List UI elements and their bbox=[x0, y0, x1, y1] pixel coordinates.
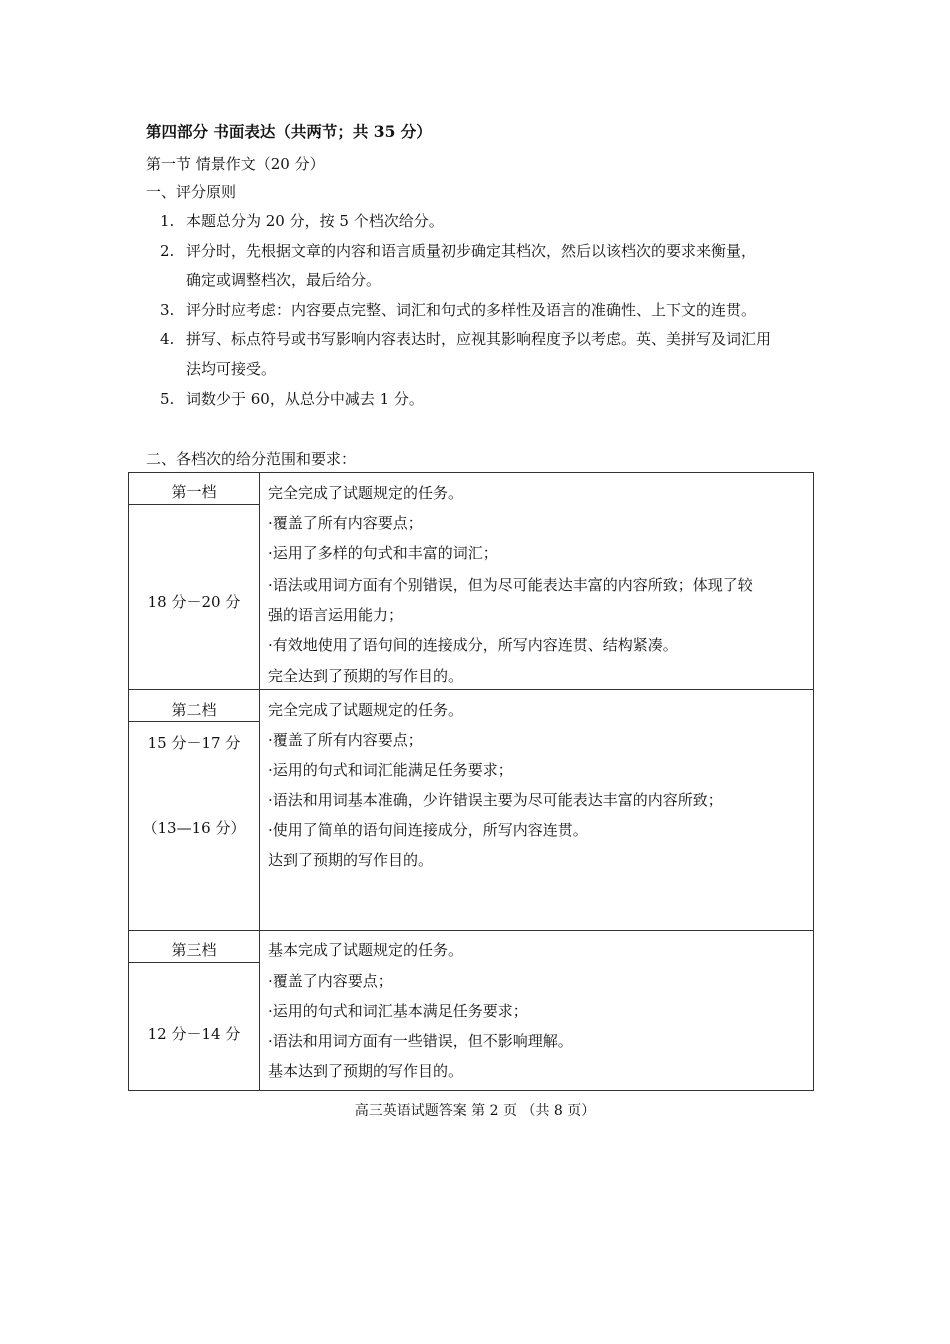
row-divider bbox=[129, 689, 813, 690]
section-title: 第一节 情景作文（20 分） bbox=[146, 155, 325, 173]
grade-desc-line: 基本达到了预期的写作目的。 bbox=[268, 1062, 464, 1080]
rule-item: 1. 本题总分为 20 分，按 5 个档次给分。 bbox=[160, 212, 444, 230]
grade-desc-line: ·运用了多样的句式和丰富的词汇； bbox=[268, 544, 498, 562]
grade-desc-line: ·有效地使用了语句间的连接成分，所写内容连贯、结构紧凑。 bbox=[268, 636, 678, 654]
grade-desc-line: ·语法或用词方面有个别错误，但为尽可能表达丰富的内容所致；体现了较 bbox=[268, 576, 753, 594]
grade-desc-line: ·运用的句式和词汇基本满足任务要求； bbox=[268, 1002, 528, 1020]
grade-name: 第三档 bbox=[171, 941, 217, 959]
principles-title: 一、评分原则 bbox=[146, 183, 237, 201]
part-title: 第四部分 书面表达（共两节；共 35 分） bbox=[146, 122, 432, 141]
column-divider bbox=[259, 473, 260, 1090]
grade-name: 第二档 bbox=[171, 701, 217, 719]
grade-desc-line: 完全完成了试题规定的任务。 bbox=[268, 484, 464, 502]
grade-score: 18 分－20 分 bbox=[147, 593, 241, 611]
grade-desc-line: 基本完成了试题规定的任务。 bbox=[268, 941, 464, 959]
grade-table bbox=[128, 472, 814, 1091]
grade-name: 第一档 bbox=[171, 483, 217, 501]
ranges-title: 二、各档次的给分范围和要求： bbox=[146, 450, 357, 468]
row-divider bbox=[129, 504, 259, 505]
grade-desc-line: ·语法和用词基本准确，少许错误主要为尽可能表达丰富的内容所致； bbox=[268, 791, 723, 809]
grade-score-alt: （13—16 分） bbox=[142, 819, 246, 837]
grade-desc-line: ·运用的句式和词汇能满足任务要求； bbox=[268, 761, 513, 779]
grade-desc-line: 强的语言运用能力； bbox=[268, 606, 404, 624]
grade-desc-line: ·覆盖了所有内容要点； bbox=[268, 731, 423, 749]
rule-continuation: 法均可接受。 bbox=[186, 360, 277, 378]
rule-item: 4. 拼写、标点符号或书写影响内容表达时，应视其影响程度予以考虑。英、美拼写及词汇用 bbox=[160, 330, 772, 348]
grade-desc-line: ·覆盖了所有内容要点； bbox=[268, 514, 423, 532]
grade-score: 15 分－17 分 bbox=[147, 734, 241, 752]
grade-desc-line: 完全达到了预期的写作目的。 bbox=[268, 667, 464, 685]
grade-desc-line: ·使用了简单的语句间连接成分，所写内容连贯。 bbox=[268, 821, 588, 839]
grade-desc-line: ·覆盖了内容要点； bbox=[268, 972, 393, 990]
row-divider bbox=[129, 721, 259, 722]
rule-item: 2. 评分时，先根据文章的内容和语言质量初步确定其档次，然后以该档次的要求来衡量， bbox=[160, 242, 757, 260]
page-footer: 高三英语试题答案 第 2 页 （共 8 页） bbox=[354, 1103, 596, 1119]
grade-desc-line: ·语法和用词方面有一些错误，但不影响理解。 bbox=[268, 1032, 573, 1050]
rule-continuation: 确定或调整档次，最后给分。 bbox=[186, 271, 382, 289]
rule-item: 3. 评分时应考虑：内容要点完整、词汇和句式的多样性及语言的准确性、上下文的连贯。 bbox=[160, 301, 757, 319]
grade-desc-line: 达到了预期的写作目的。 bbox=[268, 851, 434, 869]
row-divider bbox=[129, 962, 259, 963]
rule-item: 5. 词数少于 60，从总分中减去 1 分。 bbox=[160, 390, 424, 408]
grade-desc-line: 完全完成了试题规定的任务。 bbox=[268, 701, 464, 719]
grade-score: 12 分－14 分 bbox=[147, 1025, 241, 1043]
row-divider bbox=[129, 930, 813, 931]
